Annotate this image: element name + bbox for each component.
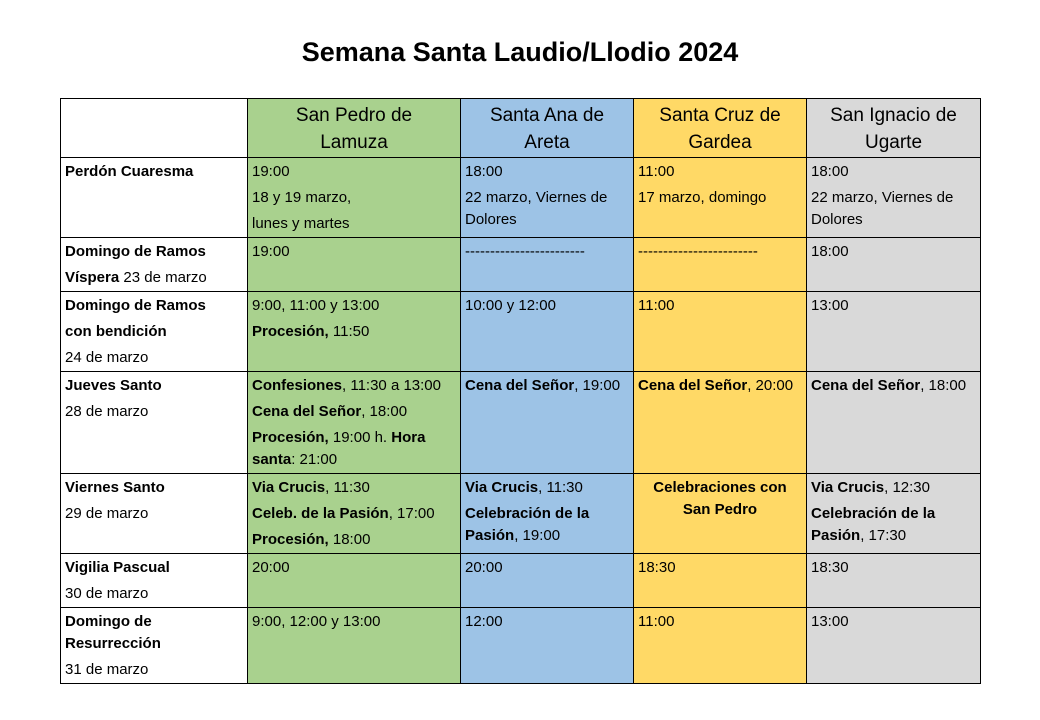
text-segment: 20:00: [252, 559, 290, 576]
schedule-table: [60, 98, 981, 684]
cell-line: [811, 557, 976, 579]
text-segment: , 11:30: [538, 479, 583, 496]
schedule-cell-san-pedro: [248, 554, 461, 608]
column-header-santa-ana: [461, 99, 634, 158]
cell-line: [252, 213, 456, 235]
text-segment: , 17:00: [388, 505, 435, 522]
column-header-santa-cruz: [634, 99, 807, 158]
column-header-line: San Pedro de: [295, 105, 413, 126]
cell-line: [638, 241, 802, 263]
bold-text: Domingo de Ramos: [65, 243, 206, 260]
column-header-line: Santa Ana de: [489, 105, 605, 126]
text-segment: 20:00: [465, 559, 503, 576]
cell-line: [638, 375, 802, 397]
text-segment: : 21:00: [291, 451, 338, 468]
text-segment: 31 de marzo: [65, 661, 149, 678]
cell-line: [465, 241, 629, 263]
cell-line: [252, 611, 456, 633]
bold-text: Domingo de Ramos: [65, 297, 206, 314]
text-segment: 18:00: [811, 163, 849, 180]
cell-line: [65, 347, 243, 369]
cell-line: [252, 401, 456, 423]
text-segment: 11:00: [638, 297, 675, 314]
cell-line: [252, 427, 456, 471]
cell-line: [252, 375, 456, 397]
text-segment: 23 de marzo: [119, 269, 207, 286]
column-header-san-ignacio: [807, 99, 981, 158]
text-segment: 22 marzo, Viernes de Dolores: [811, 189, 954, 228]
bold-text: Perdón Cuaresma: [65, 163, 194, 180]
text-segment: , 17:30: [860, 527, 907, 544]
cell-line: [465, 295, 629, 317]
cell-line: [811, 161, 976, 183]
column-header-line: Santa Cruz de: [659, 105, 781, 126]
header-corner-cell: [61, 99, 248, 158]
text-segment: 10:00 y 12:00: [465, 297, 556, 314]
bold-text: Celeb. de la Pasión: [252, 505, 389, 522]
schedule-cell-san-pedro: [248, 158, 461, 238]
table-row: [61, 158, 981, 238]
cell-line: [65, 321, 243, 343]
cell-line: [65, 611, 243, 655]
bold-text: Cena del Señor: [465, 377, 575, 394]
text-segment: , 20:00: [747, 377, 794, 394]
cell-line: [252, 241, 456, 263]
text-segment: , 11:30 a 13:00: [342, 377, 441, 394]
cell-line: [465, 375, 629, 397]
bold-text: Confesiones: [252, 377, 343, 394]
cell-line: [252, 557, 456, 579]
schedule-cell-santa-ana: [461, 554, 634, 608]
cell-line: [65, 583, 243, 605]
cell-line: [465, 477, 629, 499]
cell-line: [252, 187, 456, 209]
schedule-cell-santa-cruz: [634, 158, 807, 238]
schedule-cell-san-pedro: [248, 474, 461, 554]
schedule-cell-san-ignacio: [807, 554, 981, 608]
schedule-cell-san-pedro: [248, 292, 461, 372]
text-segment: 11:50: [328, 323, 370, 340]
row-label-cell: [61, 608, 248, 684]
text-segment: , 19:00: [514, 527, 561, 544]
schedule-body: [61, 158, 981, 684]
cell-line: [638, 557, 802, 579]
cell-line: [465, 161, 629, 183]
column-header-line: Ugarte: [864, 132, 923, 153]
cell-line: [811, 477, 976, 499]
header-row: [61, 99, 981, 158]
cell-line: [252, 321, 456, 343]
text-segment: 18:00: [811, 243, 849, 260]
schedule-cell-san-ignacio: [807, 474, 981, 554]
cell-line: [811, 241, 976, 263]
text-segment: 18:30: [638, 559, 676, 576]
bold-text: con bendición: [65, 323, 167, 340]
schedule-cell-santa-cruz: [634, 372, 807, 474]
schedule-cell-santa-cruz: [634, 238, 807, 292]
schedule-cell-san-pedro: [248, 238, 461, 292]
cell-line: [65, 401, 243, 423]
bold-text: Hora santa: [252, 429, 426, 468]
cell-line: [65, 477, 243, 499]
schedule-cell-san-ignacio: [807, 292, 981, 372]
text-segment: 13:00: [811, 613, 849, 630]
schedule-cell-santa-cruz: [634, 474, 807, 554]
schedule-cell-santa-cruz: [634, 608, 807, 684]
bold-text: Cena del Señor: [638, 377, 748, 394]
bold-text: Vigilia Pascual: [65, 559, 170, 576]
schedule-cell-san-pedro: [248, 372, 461, 474]
bold-text: Cena del Señor: [811, 377, 921, 394]
column-header-san-pedro: [248, 99, 461, 158]
cell-line: [65, 241, 243, 263]
column-header-line: Areta: [524, 132, 570, 153]
schedule-cell-santa-ana: [461, 158, 634, 238]
text-segment: lunes y martes: [252, 215, 350, 232]
text-segment: 11:00: [638, 163, 675, 180]
schedule-cell-santa-cruz: [634, 292, 807, 372]
text-segment: 18:00: [465, 163, 503, 180]
text-segment: ------------------------: [638, 243, 758, 260]
cell-line: [65, 295, 243, 317]
cell-line: [811, 611, 976, 633]
cell-line: [252, 477, 456, 499]
text-segment: 18:00: [328, 531, 371, 548]
text-segment: 30 de marzo: [65, 585, 149, 602]
cell-line: [65, 503, 243, 525]
text-segment: 19:00: [252, 243, 290, 260]
schedule-cell-santa-ana: [461, 372, 634, 474]
column-header-line: Lamuza: [320, 132, 388, 153]
table-row: [61, 292, 981, 372]
schedule-cell-san-ignacio: [807, 608, 981, 684]
text-segment: 11:00: [638, 613, 675, 630]
cell-line: [811, 187, 976, 231]
cell-line: [65, 267, 243, 289]
text-segment: 12:00: [465, 613, 503, 630]
schedule-cell-san-ignacio: [807, 158, 981, 238]
schedule-cell-san-ignacio: [807, 238, 981, 292]
text-segment: 29 de marzo: [65, 505, 149, 522]
text-segment: 28 de marzo: [65, 403, 149, 420]
bold-text: Via Crucis: [811, 479, 885, 496]
bold-text: Celebración de la Pasión: [465, 505, 590, 544]
row-label-cell: [61, 372, 248, 474]
table-row: [61, 372, 981, 474]
bold-text: Celebración de la Pasión: [811, 505, 936, 544]
cell-line: [65, 659, 243, 681]
bold-text: Domingo de Resurrección: [65, 613, 161, 652]
cell-line: [811, 503, 976, 547]
cell-line: [252, 529, 456, 551]
bold-text: Procesión,: [252, 531, 329, 548]
schedule-cell-san-ignacio: [807, 372, 981, 474]
text-segment: 24 de marzo: [65, 349, 149, 366]
column-header-line: Gardea: [688, 132, 752, 153]
text-segment: 17 marzo, domingo: [638, 189, 767, 206]
cell-line: [65, 557, 243, 579]
bold-text: Víspera: [65, 269, 120, 286]
cell-line: [465, 503, 629, 547]
table-row: [61, 238, 981, 292]
row-label-cell: [61, 554, 248, 608]
schedule-cell-santa-cruz: [634, 554, 807, 608]
bold-text: Procesión,: [252, 323, 329, 340]
text-segment: 18 y 19 marzo,: [252, 189, 352, 206]
text-segment: 18:30: [811, 559, 849, 576]
text-segment: 19:00 h.: [328, 429, 392, 446]
row-label-cell: [61, 474, 248, 554]
row-label-cell: [61, 238, 248, 292]
cell-line: [65, 375, 243, 397]
text-segment: , 19:00: [574, 377, 621, 394]
schedule-cell-santa-ana: [461, 608, 634, 684]
bold-text: Celebraciones con San Pedro: [653, 479, 787, 518]
cell-line: [638, 611, 802, 633]
table-row: [61, 474, 981, 554]
column-header-line: San Ignacio de: [830, 105, 957, 126]
cell-line: [252, 503, 456, 525]
cell-line: [252, 161, 456, 183]
text-segment: 22 marzo, Viernes de Dolores: [465, 189, 608, 228]
cell-line: [638, 477, 802, 521]
text-segment: , 11:30: [325, 479, 370, 496]
row-label-cell: [61, 292, 248, 372]
cell-line: [465, 611, 629, 633]
cell-line: [638, 161, 802, 183]
text-segment: 19:00: [252, 163, 290, 180]
cell-line: [252, 295, 456, 317]
text-segment: 9:00, 11:00 y 13:00: [252, 297, 380, 314]
cell-line: [638, 295, 802, 317]
bold-text: Via Crucis: [465, 479, 539, 496]
bold-text: Jueves Santo: [65, 377, 162, 394]
table-row: [61, 608, 981, 684]
text-segment: 13:00: [811, 297, 849, 314]
cell-line: [465, 557, 629, 579]
text-segment: , 18:00: [361, 403, 408, 420]
text-segment: ------------------------: [465, 243, 585, 260]
schedule-cell-santa-ana: [461, 292, 634, 372]
schedule-cell-san-pedro: [248, 608, 461, 684]
bold-text: Viernes Santo: [65, 479, 165, 496]
document-title: Semana Santa Laudio/Llodio 2024: [301, 37, 739, 67]
row-label-cell: [61, 158, 248, 238]
cell-line: [465, 187, 629, 231]
cell-line: [811, 295, 976, 317]
cell-line: [638, 187, 802, 209]
text-segment: 9:00, 12:00 y 13:00: [252, 613, 381, 630]
table-row: [61, 554, 981, 608]
cell-line: [811, 375, 976, 397]
bold-text: Cena del Señor: [252, 403, 362, 420]
text-segment: , 12:30: [884, 479, 930, 496]
schedule-cell-santa-ana: [461, 474, 634, 554]
bold-text: Via Crucis: [252, 479, 326, 496]
cell-line: [65, 161, 243, 183]
bold-text: Procesión,: [252, 429, 329, 446]
text-segment: , 18:00: [920, 377, 967, 394]
schedule-cell-santa-ana: [461, 238, 634, 292]
